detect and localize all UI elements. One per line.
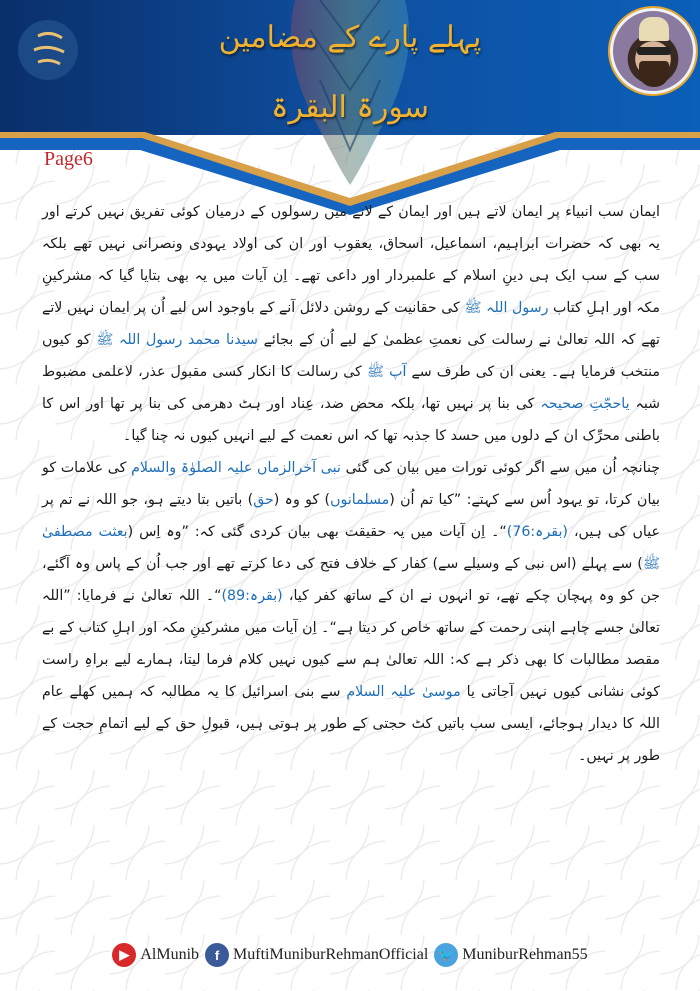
text-segment: کی رسالت کا انکار کسی مقبول عذر، لاعلمی مضبوط شبہ [42,364,660,412]
page-number-label: Page6 [44,148,93,170]
facebook-icon: f [205,943,229,967]
surah-title: سورۃ البقرۃ [270,90,430,125]
text-segment: چنانچہ اُن میں سے اگر کوئی تورات میں بیان کی گئی [340,460,661,476]
paragraph [42,452,660,772]
text-segment: کی حقانیت کے روشن دلائل آنے کے باوجود اس لیے اُن پر ایمان نہیں لاتے تھے کہ اللہ تعالیٰ نے رسالت کی نعمتِ عظمیٰ کے لیے اُن کے بجائے [42,300,660,348]
text-segment: “۔ اِن آیات میں یہ حقیقت بھی بیان کردی گئی کہ: ”وہ اِس ( [127,524,507,540]
text-segment: ایمان سب انبیاء پر ایمان لاتے ہیں اور ایمان کے لانے میں رسولوں کے درمیان کوئی تفریق نہیں کرتے اور یہ بھی کہ حضرات ابراہیم، اسماعیل، اسحاق، یعقوب اور ان کی اولاد یہودی ونصرانی نہیں تھے بلکہ سب کے سب ایک ہی دینِ اسلام کے علمبردار اور داعی تھے۔ اِن آیات میں یہ بھی بتایا گیا کہ مشرکینِ مکہ اور اہلِ کتاب [42,204,660,316]
youtube-icon: ▶ [112,943,136,967]
avatar-glasses [637,47,671,55]
avatar-beard [639,61,669,87]
highlight-rasool-allah: رسول اللہ ﷺ [464,300,549,316]
highlight-aap: آپ ﷺ [366,364,407,380]
highlight-hujjat-sahiha: یاحجّتِ صحیحہ [540,396,630,412]
text-segment: کی علامات کو بیان کرتا، تو یہود اُس سے کہتے: ”کیا تم اُن ( [42,460,660,508]
reference-baqarah-89: (بقرہ:89) [221,588,283,604]
twitter-icon: 🐦 [434,943,458,967]
youtube-link[interactable] [112,943,199,967]
facebook-handle: MuftiMuniburRehmanOfficial [233,946,429,963]
text-segment: ) سے پہلے (اس نبی کے وسیلے سے) کفار کے خلاف فتح کی دعا کرتے تھے اور جب اُن کے پاس وہ آگئے، جن کو وہ پہچان چکے تھے، تو انہوں نے ان کے ساتھ کفر کیا، [42,556,660,604]
text-segment: ) کو وہ ( [273,492,331,508]
article-body [42,196,660,772]
twitter-link[interactable] [434,943,587,967]
reference-baqarah-76: (بقرہ:76) [506,524,568,540]
highlight-bisat-mustafa: بعثت مصطفیٰ ﷺ [42,524,660,572]
highlight-sayyiduna-muhammad: سیدنا محمد رسول اللہ ﷺ [96,332,258,348]
youtube-handle: AlMunib [140,946,200,963]
highlight-haq: حق [253,492,274,508]
highlight-muslims: مسلمانوں [330,492,390,508]
header-banner [0,0,700,215]
twitter-handle: MuniburRehman55 [462,946,588,963]
page-title: پہلے پارے کے مضامین [218,20,482,55]
text-segment: کو کیوں منتخب فرمایا ہے۔ یعنی ان کی طرف سے [42,332,660,380]
text-segment: ) باتیں بتا دیتے ہو، جو اللہ نے تم پر عیاں کی ہیں، [42,492,660,540]
facebook-link[interactable] [205,943,428,967]
highlight-musa: موسیٰ علیہ السلام [346,684,461,700]
speaker-avatar [610,8,696,94]
text-segment: “۔ اللہ تعالیٰ نے فرمایا: ”اللہ تعالیٰ جسے چاہے اپنی رحمت کے ساتھ خاص کر دیتا ہے“۔ اِن آیات میں مشرکینِ مکہ اور اہلِ کتاب کے بے مقصد مطالبات کا بھی ذکر ہے کہ: اللہ تعالیٰ ہم سے کیوں نہیں کلام فرما لیتا، ہمارے لیے براہِ راست کوئی نشانی کیوں نہیں آجاتی یا [42,588,660,700]
avatar-cap [639,17,669,41]
social-footer [0,940,700,970]
paragraph [42,196,660,452]
text-segment: کی بنا پر نہیں تھا، بلکہ محض ضد، عِناد اور ہٹ دھرمی کی بنا پر تھا اور اس کا باطنی محرِّک ان کے دلوں میں حسد کا جذبہ تھا کہ اس نعمت کے لیے انہیں کیوں نہ چنا گیا۔ [42,396,660,444]
text-segment: سے بنی اسرائیل کا یہ مطالبہ کہ ہمیں کھلے عام اللہ کا دیدار ہوجائے، ایسی سب باتیں کٹ حجتی کے طور پر ہوتی ہیں، قبولِ حق کے لیے اتمامِ حجت کے طور پر نہیں۔ [42,684,660,764]
highlight-nabi-akhiruz-zaman: نبی آخرالزماں علیہ الصلوٰۃ والسلام [131,460,341,476]
